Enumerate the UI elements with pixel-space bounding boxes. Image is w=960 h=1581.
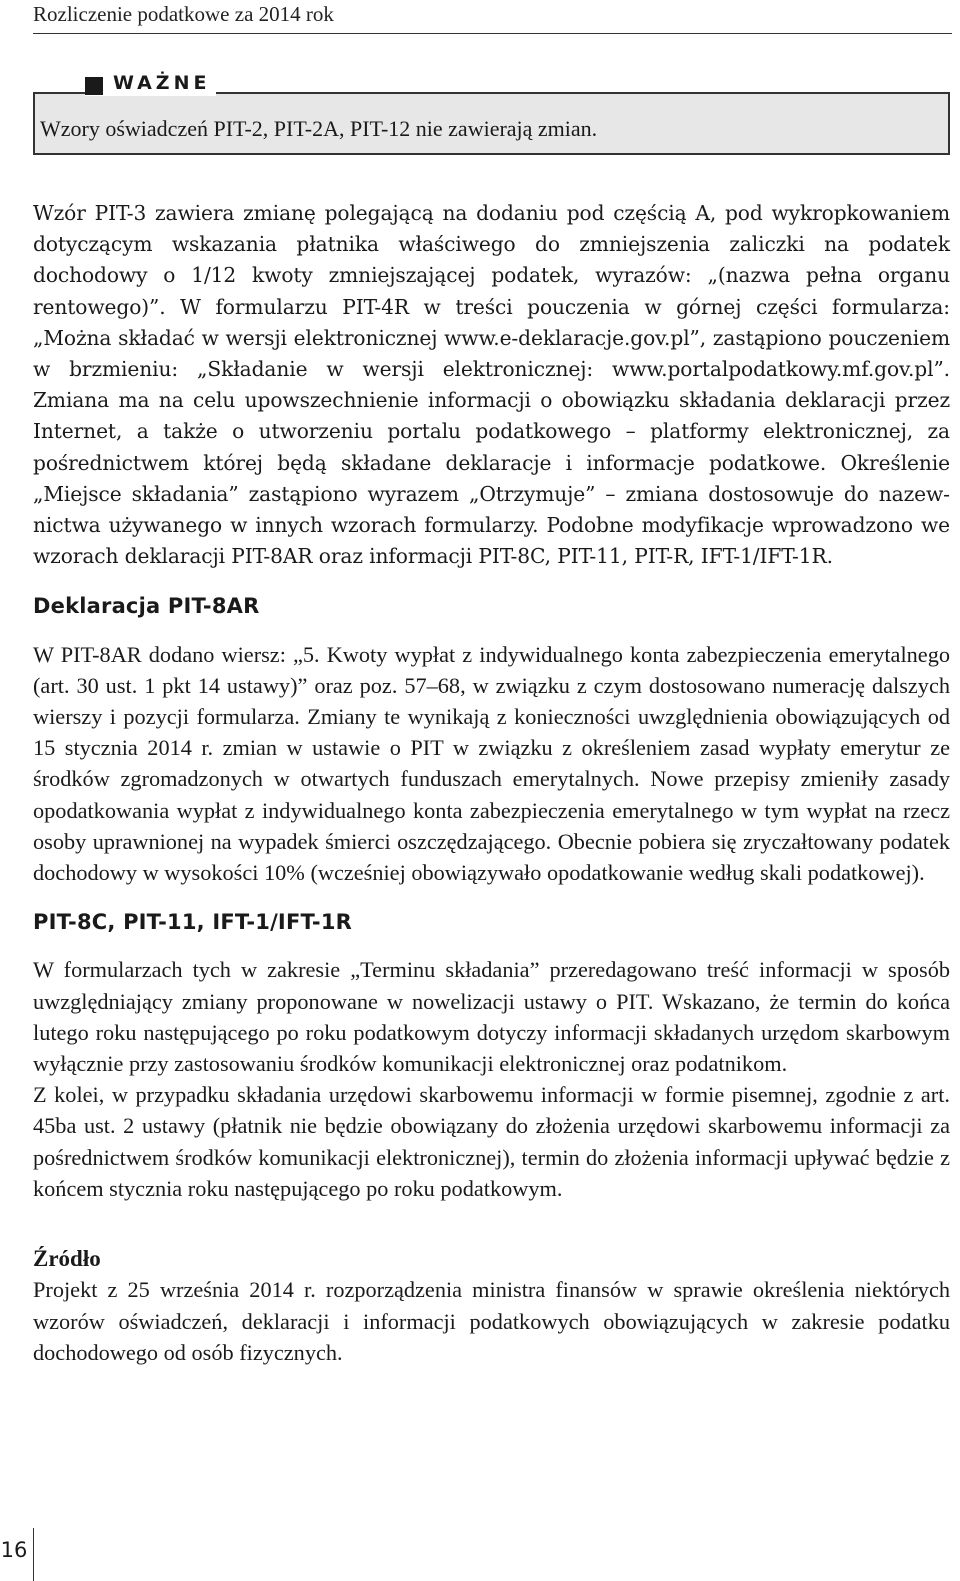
black-square-icon (85, 77, 103, 95)
paragraph-pit3: Wzór PIT-3 zawiera zmianę polegającą na dodaniu pod częścią A, pod wykropkowaniem dotyczącym wskazania płatnika właściwego do zmniejszenia zaliczki na podatek dochodowy o 1/12 kwoty zmniejszającej podatek, wyrazów: „(nazwa pełna organu rentowego)”. W formularzu PIT-4R w treści pouczenia w górnej części formularza: „Można składać w wersji elektronicznej www.e-deklaracje.gov.pl”, zastąpiono pouczeniem w brzmieniu: „Składanie w wersji elektronicznej: www.portalpodatkowy.mf.gov.pl”. Zmiana ma na celu upowszechnienie informacji o obowiązku składania deklaracji przez Internet, a także o utworzeniu portalu podatkowego – platformy elektronicznej, za pośrednictwem której będą składane deklaracje i informacje podatkowe. Określenie „Miejsce składania” zastąpiono wyrazem „Otrzymuje” – zmiana dostosowuje do nazewnictwa używanego w innych wzorach formularzy. Podobne modyfikacje wprowadzono we wzorach deklaracji PIT-8AR oraz informacji PIT-8C, PIT-11, PIT-R, IFT-1/IFT-1R. (33, 201, 950, 569)
important-text: Wzory oświadczeń PIT-2, PIT-2A, PIT-12 nie zawierają zmian. (40, 116, 598, 141)
source-heading: Źródło (33, 1246, 101, 1272)
paragraph-pit8c: W formularzach tych w zakresie „Terminu składania” przeredagowano treść informacji w sposób uwzględniający zmiany proponowane w nowelizacji ustawy o PIT. Wskazano, że termin do końca lutego roku następującego po roku podatkowym dotyczy informacji składanych urzędom skarbowym wyłącznie przy zastosowaniu środków komunikacji elektronicznej oraz podatnikom. (33, 957, 950, 1077)
header-rule (33, 33, 952, 34)
page-number-rule (33, 1528, 34, 1581)
page-number: 16 (0, 1538, 28, 1562)
important-label (85, 70, 216, 96)
running-header: Rozliczenie podatkowe za 2014 rok (33, 2, 334, 26)
important-label-text: WAŻNE (113, 72, 211, 94)
main-content (33, 198, 950, 1368)
paragraph-pit8ar: W PIT-8AR dodano wiersz: „5. Kwoty wypłat z indywidualnego konta zabezpieczenia emerytalnego (art. 30 ust. 1 pkt 14 ustawy)” oraz poz. 57–68, w związku z czym dostosowano numerację dalszych wierszy i pozycji formularza. Zmiany te wynikają z konieczności uwzględnienia obowiązujących od 15 stycznia 2014 r. zmian w ustawie o PIT w związku z określeniem zasad wypłaty emerytur ze środków zgromadzonych w otwartych funduszach emerytalnych. Nowe przepisy zmieniły zasady opodatkowania wypłat z indywidualnego konta zabezpieczenia emerytalnego w tym wypłat na rzecz osoby uprawnionej na wypadek śmierci oszczędzającego. Obecnie pobiera się zryczałtowany podatek dochodowy w wysokości 10% (wcześniej obowiązywało opodatkowanie według skali podatkowej). (33, 641, 950, 886)
source-text: Projekt z 25 września 2014 r. rozporządzenia ministra finansów w sprawie określenia niektórych wzorów oświadczeń, deklaracji i informacji podatkowych obowiązujących w zakresie podatku dochodowego od osób fizycznych. (33, 1277, 950, 1365)
section-heading-pit8ar: Deklaracja PIT-8AR (33, 594, 260, 619)
paragraph-pit8c-continued: Z kolei, w przypadku składania urzędowi skarbowemu informacji w formie pisemnej, zgodnie z art. 45ba ust. 2 ustawy (płatnik nie będzie obowiązany do złożenia urzędowi skarbowemu informacji za pośrednictwem środków komunikacji elektronicznej), termin do złożenia informacji upływać będzie z końcem stycznia roku następującego po roku podatkowym. (33, 1082, 950, 1201)
section-heading-pit8c: PIT-8C, PIT-11, IFT-1/IFT-1R (33, 910, 353, 935)
